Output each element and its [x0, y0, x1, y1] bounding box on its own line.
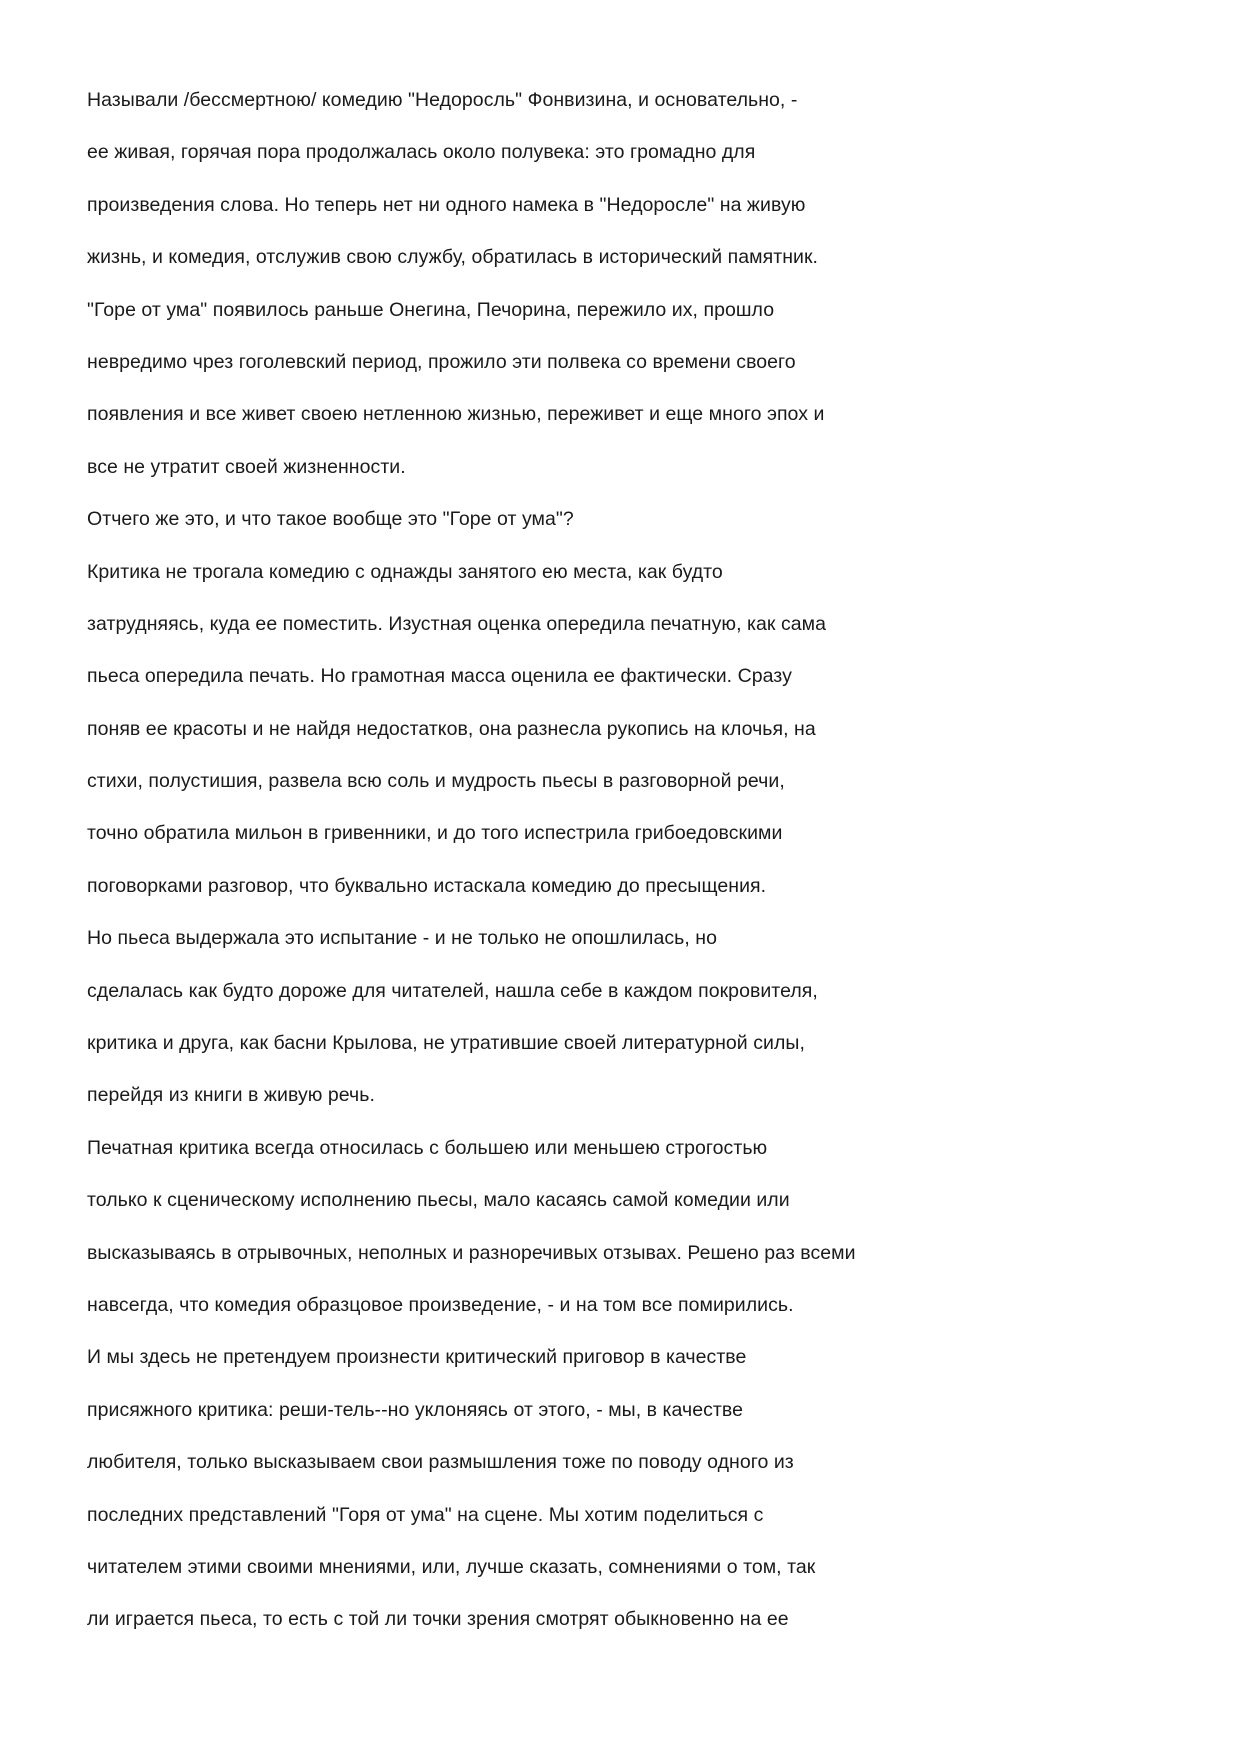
text-line-13: поняв ее красоты и не найдя недостатков, она разнесла рукопись на клочья, на [87, 717, 816, 740]
text-line-21: Печатная критика всегда относилась с большею или меньшею строгостью [87, 1136, 768, 1159]
text-line-18: сделалась как будто дороже для читателей, нашла себе в каждом покровителя, [87, 979, 818, 1002]
text-line-1: Называли /бессмертною/ комедию "Недоросль" Фонвизина, и основательно, - [87, 89, 798, 111]
body-text [87, 82, 1147, 1654]
text-line-3: произведения слова. Но теперь нет ни одного намека в "Недоросле" на живую [87, 193, 806, 216]
text-line-15: точно обратила мильон в гривенники, и до того испестрила грибоедовскими [87, 822, 783, 845]
text-line-9: Отчего же это, и что такое вообще это "Горе от ума"? [87, 508, 574, 531]
text-line-27: любителя, только высказываем свои размышления тоже по поводу одного из [87, 1451, 794, 1474]
text-line-16: поговорками разговор, что буквально истаскала комедию до пресыщения. [87, 874, 767, 897]
text-line-12: пьеса опередила печать. Но грамотная масса оценила ее фактически. Сразу [87, 665, 792, 688]
text-line-24: навсегда, что комедия образцовое произведение, - и на том все помирились. [87, 1293, 794, 1316]
text-line-19: критика и друга, как басни Крылова, не утратившие своей литературной силы, [87, 1032, 805, 1055]
text-line-25: И мы здесь не претендуем произнести критический приговор в качестве [87, 1346, 747, 1369]
text-line-2: ее живая, горячая пора продолжалась около полувека: это громадно для [87, 141, 756, 164]
text-line-20: перейдя из книги в живую речь. [87, 1084, 375, 1107]
text-line-6: невредимо чрез гоголевский период, прожило эти полвека со времени своего [87, 350, 796, 373]
text-line-29: читателем этими своими мнениями, или, лучше сказать, сомнениями о том, так [87, 1555, 816, 1578]
text-line-5: "Горе от ума" появилось раньше Онегина, Печорина, пережило их, прошло [87, 298, 775, 321]
text-line-10: Критика не трогала комедию с однажды занятого ею места, как будто [87, 560, 723, 583]
text-line-11: затрудняясь, куда ее поместить. Изустная оценка опередила печатную, как сама [87, 612, 827, 635]
text-line-30: ли играется пьеса, то есть с той ли точки зрения смотрят обыкновенно на ее [87, 1608, 789, 1631]
text-line-8: все не утратит своей жизненности. [87, 455, 406, 478]
text-line-23: высказываясь в отрывочных, неполных и разноречивых отзывах. Решено раз всеми [87, 1241, 856, 1264]
text-line-7: появления и все живет своею нетленною жизнью, переживет и еще много эпох и [87, 403, 825, 426]
text-line-22: только к сценическому исполнению пьесы, мало касаясь самой комедии или [87, 1189, 790, 1212]
text-line-17: Но пьеса выдержала это испытание - и не только не опошлилась, но [87, 927, 717, 950]
text-line-26: присяжного критика: реши-тель--но уклоняясь от этого, - мы, в качестве [87, 1398, 743, 1421]
text-line-14: стихи, полустишия, развела всю соль и мудрость пьесы в разговорной речи, [87, 770, 785, 793]
text-line-28: последних представлений "Горя от ума" на сцене. Мы хотим поделиться с [87, 1503, 764, 1526]
text-line-4: жизнь, и комедия, отслужив свою службу, обратилась в исторический памятник. [87, 246, 819, 269]
